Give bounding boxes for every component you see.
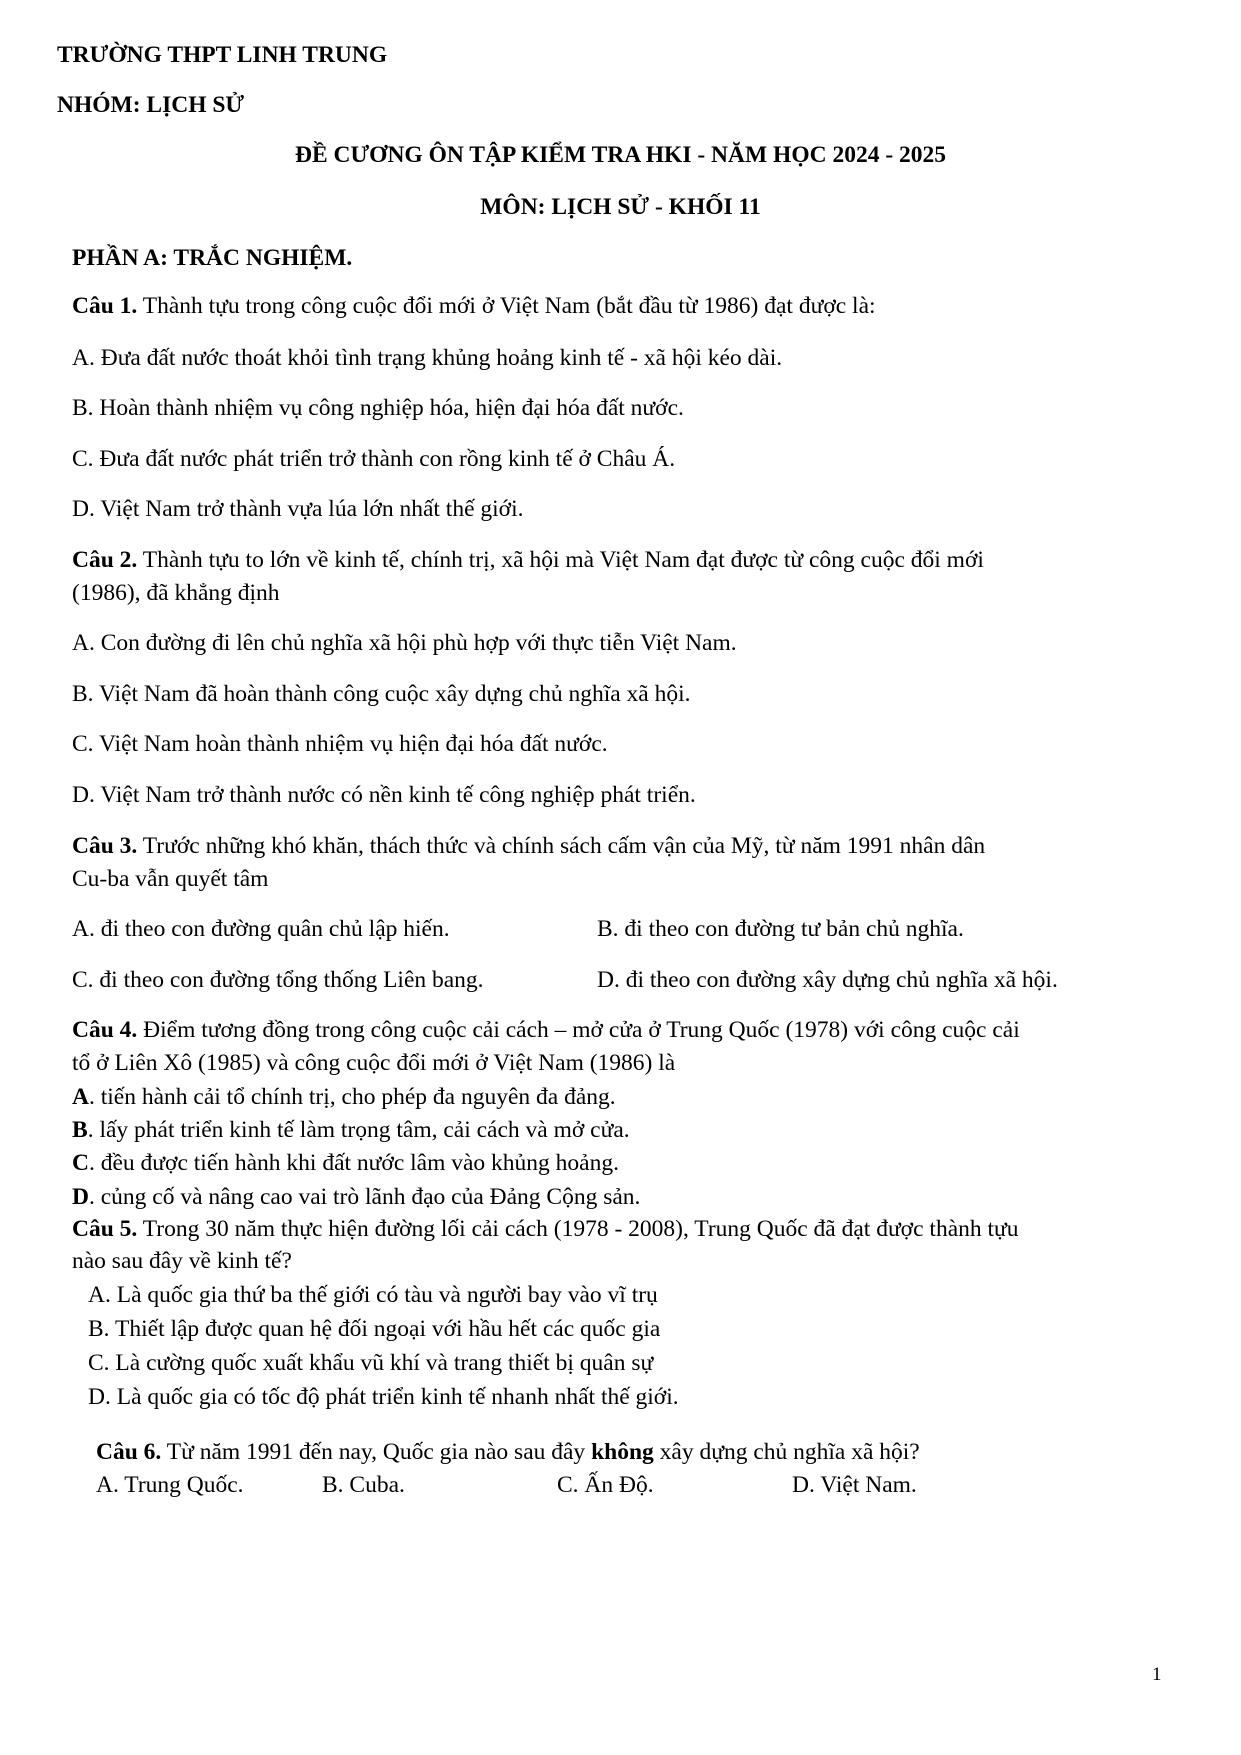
q5-option-a: A. Là quốc gia thứ ba thế giới có tàu và người bay vào vĩ trụ — [88, 1282, 658, 1308]
q4-option-b — [72, 1115, 630, 1145]
question-3 — [72, 831, 985, 861]
question-4 — [72, 1015, 1020, 1045]
q2-option-d: D. Việt Nam trở thành nước có nền kinh tế công nghiệp phát triển. — [72, 782, 696, 808]
q5-option-c: C. Là cường quốc xuất khẩu vũ khí và trang thiết bị quân sự — [88, 1350, 654, 1376]
option-text: . đều được tiến hành khi đất nước lâm vào khủng hoảng. — [88, 1150, 619, 1176]
q6-option-b: B. Cuba. — [322, 1472, 405, 1498]
question-1 — [72, 291, 876, 321]
q5-option-b: B. Thiết lập được quan hệ đối ngoại với hầu hết các quốc gia — [88, 1316, 661, 1342]
question-text: Điểm tương đồng trong công cuộc cải cách – mở cửa ở Trung Quốc (1978) với công cuộc cải — [137, 1017, 1020, 1043]
question-text: Trước những khó khăn, thách thức và chính sách cấm vận của Mỹ, từ năm 1991 nhân dân — [137, 833, 986, 859]
question-6 — [96, 1437, 920, 1467]
question-5 — [72, 1214, 1019, 1244]
question-number: Câu 5. — [72, 1216, 138, 1242]
q2-option-b: B. Việt Nam đã hoàn thành công cuộc xây dựng chủ nghĩa xã hội. — [72, 681, 691, 707]
q3-option-a: A. đi theo con đường quân chủ lập hiến. — [72, 916, 450, 942]
q1-option-a: A. Đưa đất nước thoát khỏi tình trạng khủng hoảng kinh tế - xã hội kéo dài. — [72, 345, 783, 371]
document-title: ĐỀ CƯƠNG ÔN TẬP KIỂM TRA HKI - NĂM HỌC 2024 - 2025 — [294, 142, 947, 168]
question-3-cont: Cu-ba vẫn quyết tâm — [72, 866, 269, 892]
q6-option-d: D. Việt Nam. — [792, 1472, 917, 1498]
q1-option-c: C. Đưa đất nước phát triển trở thành con rồng kinh tế ở Châu Á. — [72, 446, 676, 472]
question-number: Câu 6. — [96, 1439, 162, 1465]
question-2 — [72, 545, 984, 575]
question-number: Câu 4. — [72, 1017, 138, 1043]
q6-option-a: A. Trung Quốc. — [96, 1472, 244, 1498]
group-name: NHÓM: LỊCH SỬ — [57, 92, 245, 118]
question-number: Câu 3. — [72, 833, 138, 859]
q1-option-d: D. Việt Nam trở thành vựa lúa lớn nhất thế giới. — [72, 496, 524, 522]
option-text: . tiến hành cải tổ chính trị, cho phép đa nguyên đa đảng. — [88, 1084, 616, 1110]
page-number: 1 — [1152, 1664, 1162, 1685]
question-text: Trong 30 năm thực hiện đường lối cải cách (1978 - 2008), Trung Quốc đã đạt được thành tựu — [137, 1216, 1019, 1242]
option-text: . củng cố và nâng cao vai trò lãnh đạo của Đảng Cộng sản. — [88, 1184, 641, 1210]
option-letter: B — [72, 1117, 88, 1143]
question-number: Câu 1. — [72, 293, 138, 319]
q2-option-c: C. Việt Nam hoàn thành nhiệm vụ hiện đại hóa đất nước. — [72, 731, 608, 757]
school-name: TRƯỜNG THPT LINH TRUNG — [57, 42, 388, 68]
q3-option-c: C. đi theo con đường tổng thống Liên bang. — [72, 967, 484, 993]
q4-option-c — [72, 1148, 619, 1178]
emphasis-word: không — [591, 1439, 654, 1465]
subject-title: MÔN: LỊCH SỬ - KHỐI 11 — [480, 194, 761, 220]
q4-option-d — [72, 1182, 640, 1212]
question-text: Từ năm 1991 đến nay, Quốc gia nào sau đây — [161, 1439, 592, 1465]
q4-option-a — [72, 1082, 616, 1112]
option-letter: C — [72, 1150, 89, 1176]
question-text: Thành tựu trong công cuộc đổi mới ở Việt Nam (bắt đầu từ 1986) đạt được là: — [137, 293, 876, 319]
question-text: xây dựng chủ nghĩa xã hội? — [653, 1439, 920, 1465]
q6-option-c: C. Ấn Độ. — [557, 1472, 654, 1498]
option-letter: D — [72, 1184, 89, 1210]
q2-option-a: A. Con đường đi lên chủ nghĩa xã hội phù hợp với thực tiễn Việt Nam. — [72, 630, 737, 656]
q1-option-b: B. Hoàn thành nhiệm vụ công nghiệp hóa, hiện đại hóa đất nước. — [72, 395, 684, 421]
q5-option-d: D. Là quốc gia có tốc độ phát triển kinh tế nhanh nhất thế giới. — [88, 1384, 679, 1410]
question-4-cont: tổ ở Liên Xô (1985) và công cuộc đổi mới ở Việt Nam (1986) là — [72, 1050, 676, 1076]
option-text: . lấy phát triển kinh tế làm trọng tâm, cải cách và mở cửa. — [87, 1117, 630, 1143]
option-letter: A — [72, 1084, 89, 1110]
question-5-cont: nào sau đây về kinh tế? — [72, 1248, 292, 1274]
question-text: Thành tựu to lớn về kinh tế, chính trị, xã hội mà Việt Nam đạt được từ công cuộc đổi mới — [137, 547, 984, 573]
question-2-cont: (1986), đã khẳng định — [72, 580, 280, 606]
q3-option-d: D. đi theo con đường xây dựng chủ nghĩa xã hội. — [597, 967, 1058, 993]
q3-option-b: B. đi theo con đường tư bản chủ nghĩa. — [597, 916, 964, 942]
section-heading: PHẦN A: TRẮC NGHIỆM. — [72, 245, 353, 271]
question-number: Câu 2. — [72, 547, 138, 573]
